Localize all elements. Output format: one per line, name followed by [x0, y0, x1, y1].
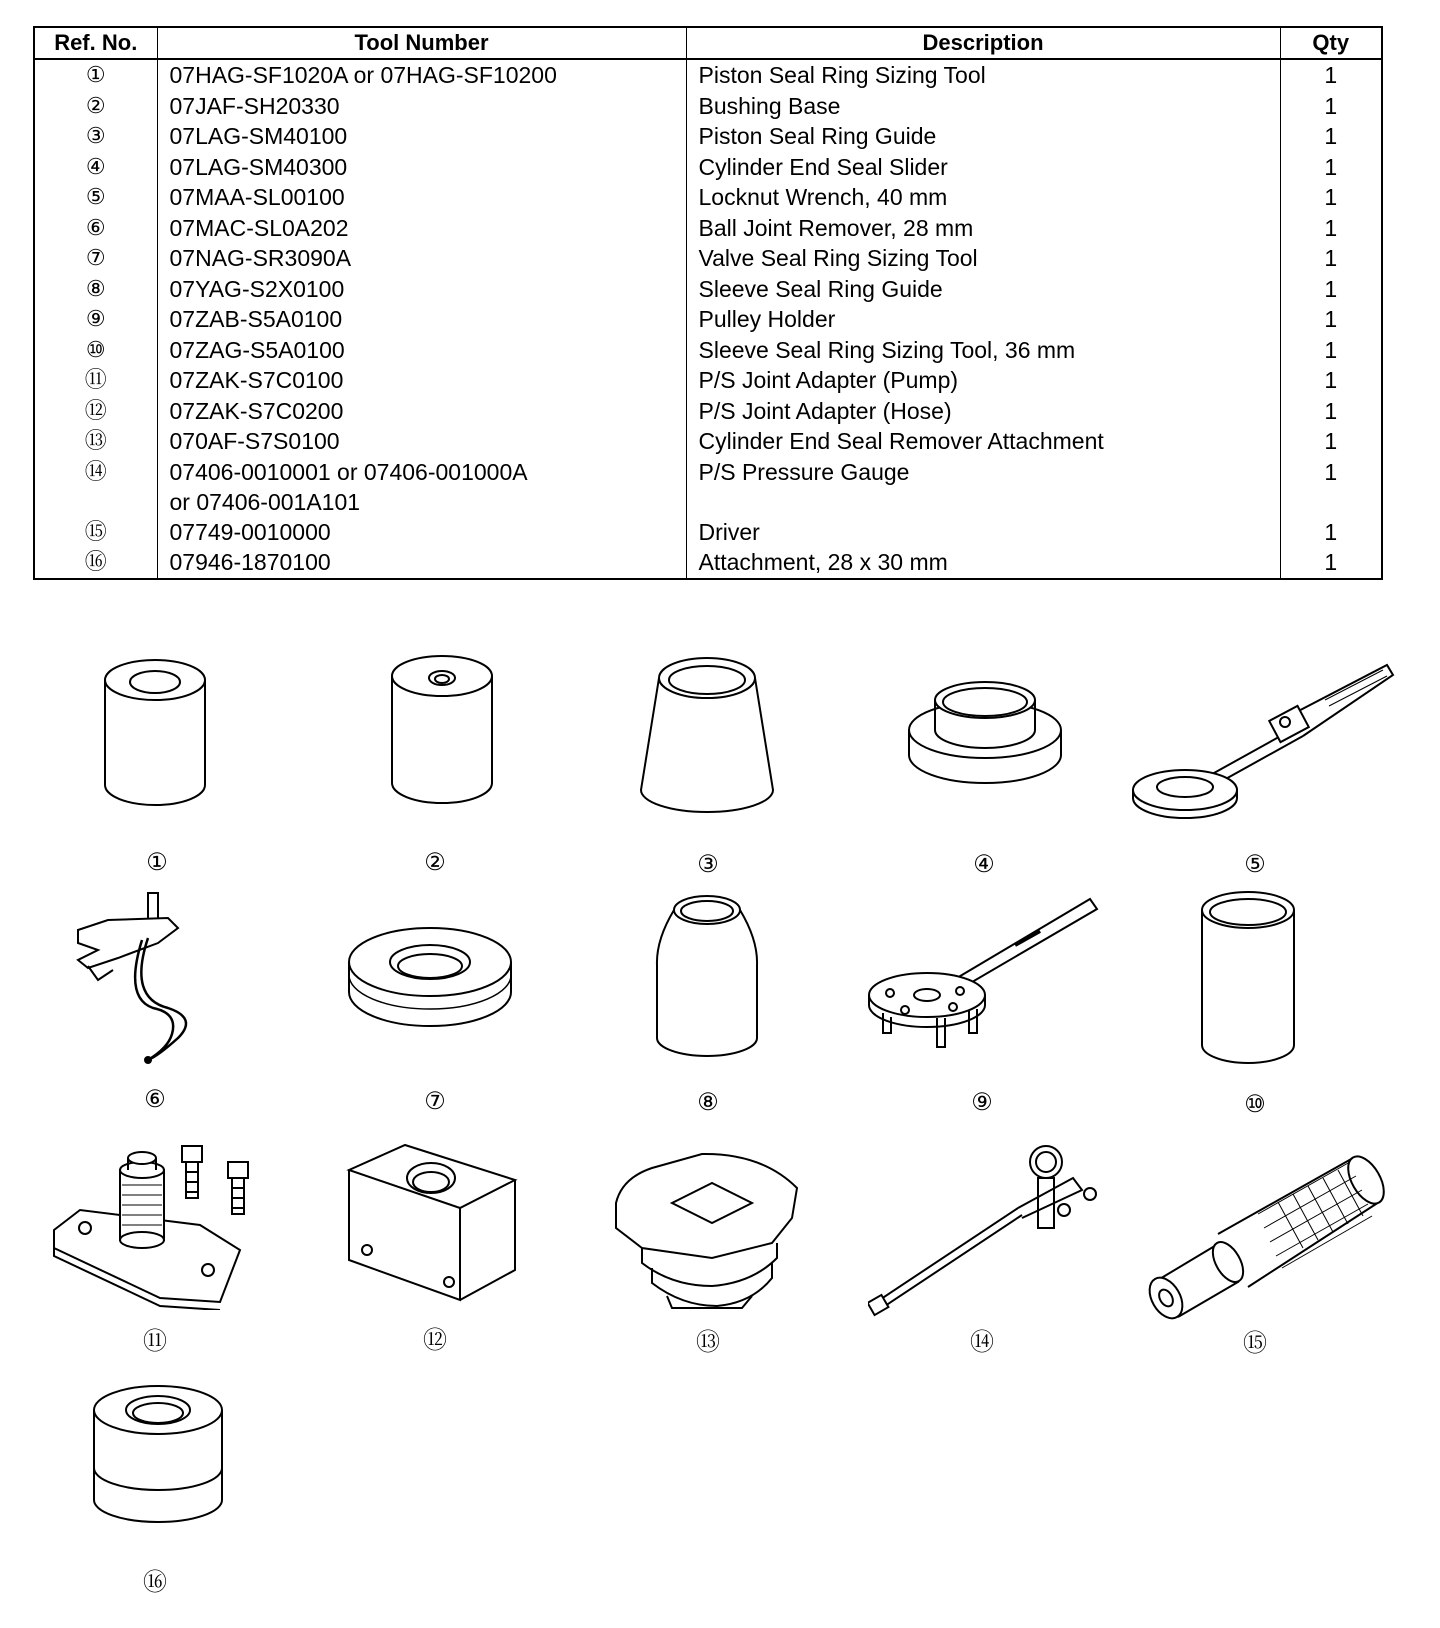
tool-number: 07ZAB-S5A0100	[157, 304, 686, 335]
qty: 1	[1280, 182, 1382, 213]
table-row	[34, 182, 1382, 213]
ref-no: ⑬	[84, 428, 107, 453]
figure-label-5: ⑤	[1244, 851, 1266, 878]
ref-no: ②	[85, 92, 106, 118]
description: Piston Seal Ring Sizing Tool	[686, 59, 1280, 91]
tool-number: 07YAG-S2X0100	[157, 274, 686, 305]
description: Locknut Wrench, 40 mm	[686, 182, 1280, 213]
qty: 1	[1280, 243, 1382, 274]
qty: 1	[1280, 213, 1382, 244]
ref-no: ⑯	[84, 549, 107, 574]
tool-illustration-12	[345, 1140, 520, 1315]
header-qty: Qty	[1280, 27, 1382, 59]
tool-illustration-1	[100, 655, 210, 815]
tool-number-line-1: 07406-0010001 or 07406-001000A	[169, 458, 528, 485]
tool-number: 07HAG-SF1020A or 07HAG-SF10200	[157, 59, 686, 91]
table-row	[34, 121, 1382, 152]
tool-number: 07ZAG-S5A0100	[157, 335, 686, 366]
header-ref-no: Ref. No.	[34, 27, 157, 59]
tool-number: 07NAG-SR3090A	[157, 243, 686, 274]
description: Cylinder End Seal Slider	[686, 152, 1280, 183]
table-row	[34, 91, 1382, 122]
figure-label-13: ⑬	[696, 1329, 720, 1356]
figure-label-4: ④	[973, 851, 995, 878]
tool-number: 07MAA-SL00100	[157, 182, 686, 213]
qty: 1	[1280, 59, 1382, 91]
ref-no: ⑫	[84, 397, 107, 423]
tool-illustration-5	[1125, 660, 1395, 820]
description: Piston Seal Ring Guide	[686, 121, 1280, 152]
table-header-row	[34, 27, 1382, 59]
tool-number	[157, 457, 686, 517]
description: Bushing Base	[686, 91, 1280, 122]
ref-no: ⑤	[85, 184, 106, 209]
table-row	[34, 243, 1382, 274]
table-row	[34, 396, 1382, 427]
table-row	[34, 274, 1382, 305]
tool-illustration-14	[868, 1138, 1108, 1318]
tool-illustration-8	[652, 890, 762, 1065]
tool-number: 07JAF-SH20330	[157, 91, 686, 122]
description: Sleeve Seal Ring Sizing Tool, 36 mm	[686, 335, 1280, 366]
tool-illustration-2	[387, 648, 497, 813]
ref-no: ⑪	[84, 367, 107, 392]
tool-illustration-3	[637, 650, 777, 820]
tool-illustration-4	[905, 675, 1065, 800]
tool-illustration-15	[1128, 1142, 1388, 1322]
header-tool-number: Tool Number	[157, 27, 686, 59]
qty: 1	[1280, 396, 1382, 427]
ref-no: ④	[85, 153, 106, 179]
table-row	[34, 547, 1382, 579]
qty: 1	[1280, 152, 1382, 183]
tool-illustration-9	[865, 895, 1105, 1070]
table-row	[34, 335, 1382, 366]
ref-no: ⑥	[85, 214, 106, 240]
table-row	[34, 457, 1382, 517]
ref-no: ⑩	[85, 336, 106, 362]
qty: 1	[1280, 517, 1382, 548]
ref-no: ⑭	[84, 458, 107, 484]
qty: 1	[1280, 365, 1382, 396]
qty: 1	[1280, 426, 1382, 457]
description: Cylinder End Seal Remover Attachment	[686, 426, 1280, 457]
tool-number: 070AF-S7S0100	[157, 426, 686, 457]
table-row	[34, 152, 1382, 183]
ref-no: ⑧	[85, 275, 106, 301]
tool-illustration-10	[1198, 890, 1298, 1070]
description: P/S Pressure Gauge	[686, 457, 1280, 517]
tool-number: 07749-0010000	[157, 517, 686, 548]
tool-number: 07ZAK-S7C0200	[157, 396, 686, 427]
description: P/S Joint Adapter (Hose)	[686, 396, 1280, 427]
figure-label-10: ⑩	[1244, 1091, 1266, 1118]
tool-number-line-2: or 07406-001A101	[169, 488, 361, 515]
description: Valve Seal Ring Sizing Tool	[686, 243, 1280, 274]
qty: 1	[1280, 457, 1382, 517]
figure-label-6: ⑥	[144, 1086, 166, 1113]
qty: 1	[1280, 304, 1382, 335]
qty: 1	[1280, 547, 1382, 579]
tool-number: 07ZAK-S7C0100	[157, 365, 686, 396]
tool-number: 07LAG-SM40300	[157, 152, 686, 183]
table-row	[34, 213, 1382, 244]
ref-no: ⑨	[85, 306, 106, 331]
qty: 1	[1280, 274, 1382, 305]
description: Sleeve Seal Ring Guide	[686, 274, 1280, 305]
description: Driver	[686, 517, 1280, 548]
description: Pulley Holder	[686, 304, 1280, 335]
figure-label-2: ②	[424, 849, 446, 876]
tool-number: 07MAC-SL0A202	[157, 213, 686, 244]
qty: 1	[1280, 91, 1382, 122]
tool-illustration-16	[88, 1380, 228, 1540]
table-row	[34, 517, 1382, 548]
table-row	[34, 304, 1382, 335]
table-row	[34, 59, 1382, 91]
ref-no: ⑮	[84, 518, 107, 544]
figure-label-8: ⑧	[697, 1089, 719, 1116]
qty: 1	[1280, 121, 1382, 152]
figure-label-16: ⑯	[143, 1569, 167, 1596]
figure-label-15: ⑮	[1243, 1330, 1267, 1357]
tool-illustration-6	[68, 888, 208, 1068]
tool-number: 07LAG-SM40100	[157, 121, 686, 152]
ref-no: ⑦	[85, 245, 106, 270]
figure-label-1: ①	[146, 849, 168, 876]
description: Attachment, 28 x 30 mm	[686, 547, 1280, 579]
table-row	[34, 365, 1382, 396]
description: Ball Joint Remover, 28 mm	[686, 213, 1280, 244]
figure-label-11: ⑪	[143, 1328, 167, 1355]
figure-label-12: ⑫	[423, 1327, 447, 1354]
tool-number: 07946-1870100	[157, 547, 686, 579]
special-tools-table	[33, 26, 1383, 580]
qty: 1	[1280, 335, 1382, 366]
figure-label-9: ⑨	[971, 1089, 993, 1116]
description: P/S Joint Adapter (Pump)	[686, 365, 1280, 396]
tool-illustration-11	[50, 1130, 270, 1310]
tool-illustration-13	[612, 1148, 802, 1313]
figure-label-3: ③	[697, 851, 719, 878]
figure-label-7: ⑦	[424, 1088, 446, 1115]
ref-no: ①	[85, 62, 106, 87]
figure-label-14: ⑭	[970, 1329, 994, 1356]
ref-no: ③	[85, 123, 106, 148]
tool-illustration-7	[345, 920, 515, 1035]
header-description: Description	[686, 27, 1280, 59]
table-row	[34, 426, 1382, 457]
